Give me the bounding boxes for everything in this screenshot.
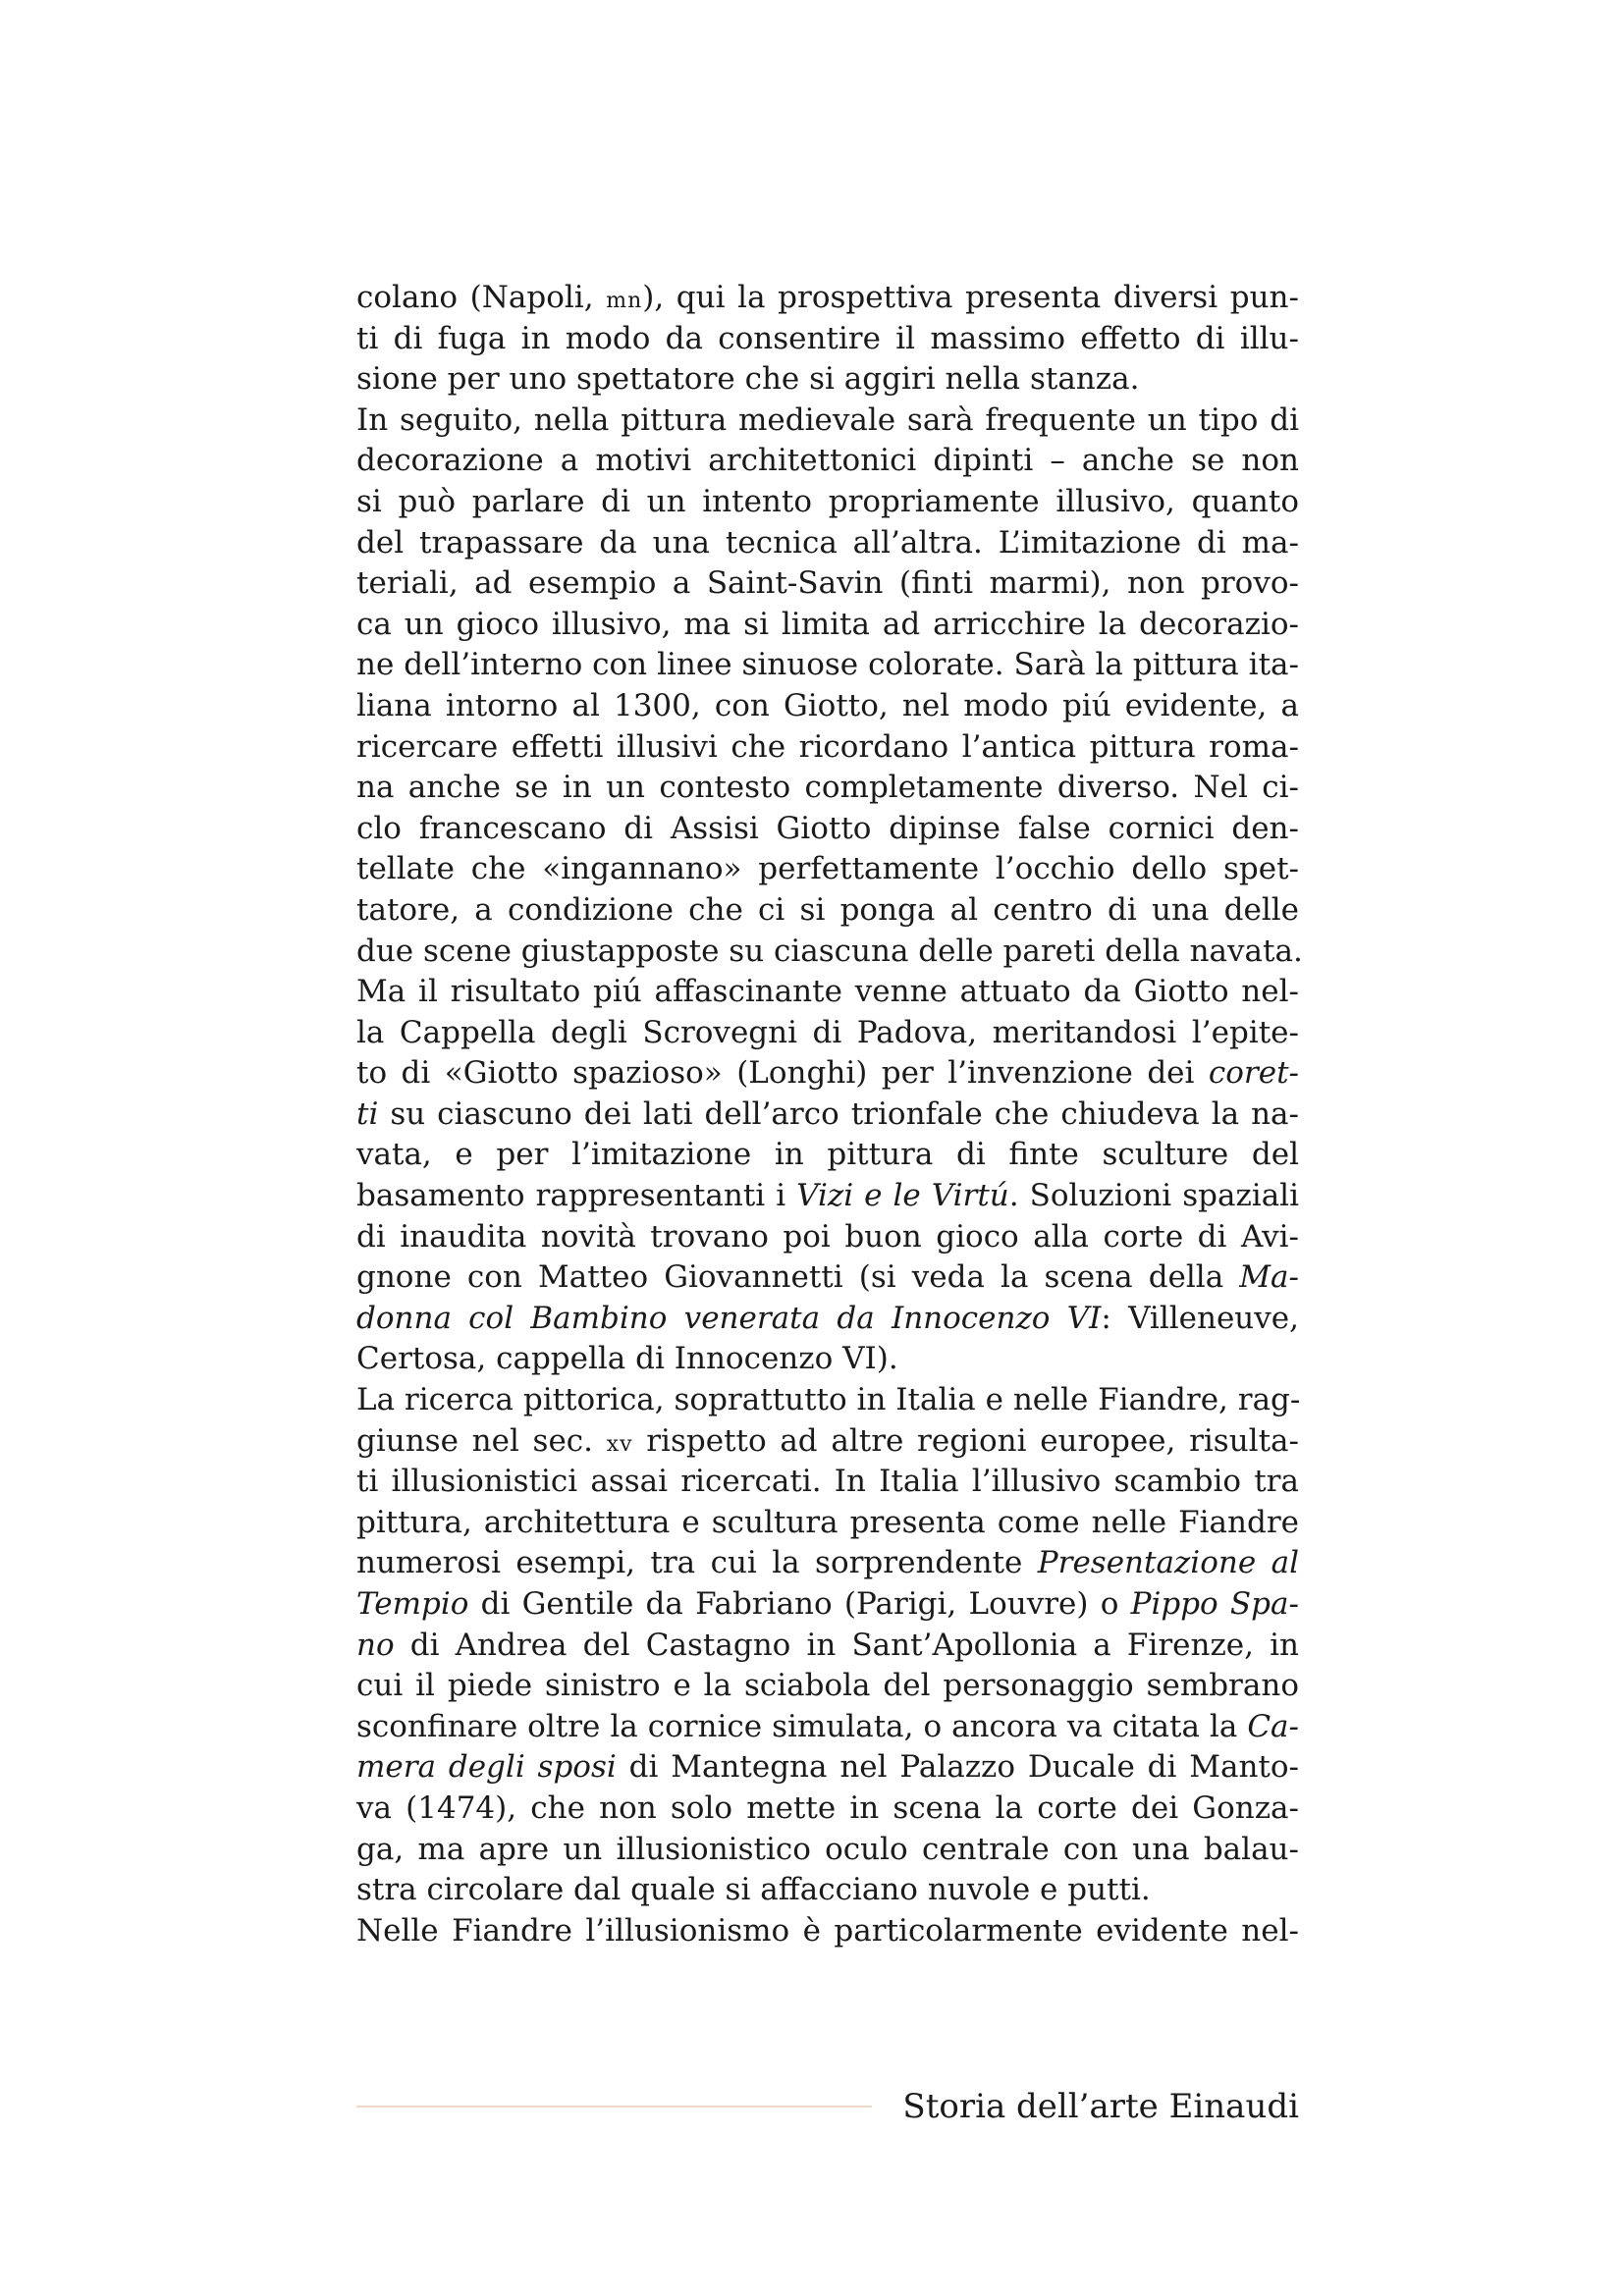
text-line xyxy=(356,890,1299,932)
text-line xyxy=(356,482,1299,523)
text-segment: la Cappella degli Scrovegni di Padova, meritandosi l’epite- xyxy=(356,1014,1299,1050)
text-segment: ricercare effetti illusivi che ricordano l’antica pittura roma- xyxy=(356,728,1299,765)
text-line xyxy=(356,768,1299,809)
small-caps-text: mn xyxy=(606,289,643,313)
text-line xyxy=(356,1870,1299,1911)
text-line xyxy=(356,727,1299,769)
text-segment: ti di fuga in modo da consentire il massimo effetto di illu- xyxy=(356,320,1299,356)
text-segment: Nelle Fiandre l’illusionismo è particolarmente evidente nel- xyxy=(356,1912,1299,1949)
text-segment: vata, e per l’imitazione in pittura di finte sculture del xyxy=(356,1137,1299,1173)
text-line xyxy=(356,686,1299,727)
text-line xyxy=(356,1462,1299,1503)
text-segment: ca un gioco illusivo, ma si limita ad arricchire la decorazio- xyxy=(356,606,1299,642)
text-line xyxy=(356,1095,1299,1136)
text-segment: del trapassare da una tecnica all’altra. L’imitazione di ma- xyxy=(356,524,1299,561)
italic-text: Tempio xyxy=(356,1586,469,1622)
text-line xyxy=(356,1747,1299,1789)
text-segment: sione per uno spettatore che si aggiri nella stanza. xyxy=(356,361,1140,398)
text-line xyxy=(356,1626,1299,1667)
text-segment: tatore, a condizione che ci si ponga al centro di una delle xyxy=(356,891,1299,928)
text-segment: to di «Giotto spazioso» (Longhi) per l’invenzione dei xyxy=(356,1055,1209,1092)
text-segment: ), qui la prospettiva presenta diversi pun- xyxy=(642,280,1299,315)
text-segment: liana intorno al 1300, con Giotto, nel modo piú evidente, a xyxy=(356,687,1299,723)
text-line xyxy=(356,972,1299,1013)
text-segment: Certosa, cappella di Innocenzo VI). xyxy=(356,1341,898,1377)
text-segment: ti illusionistici assai ricercati. In Italia l’illusivo scambio tra xyxy=(356,1464,1299,1500)
text-segment: colano (Napoli, xyxy=(356,280,607,315)
text-line xyxy=(356,809,1299,850)
text-line xyxy=(356,645,1299,686)
text-line xyxy=(356,319,1299,360)
text-line xyxy=(356,400,1299,442)
body-text xyxy=(356,278,1303,1951)
text-segment: giunse nel sec. xyxy=(356,1422,607,1459)
text-segment: sconfinare oltre la cornice simulata, o ancora va citata la xyxy=(356,1708,1248,1744)
page-footer xyxy=(356,2082,1299,2131)
text-line xyxy=(356,1666,1299,1707)
text-line xyxy=(356,1257,1299,1299)
footer-rule xyxy=(356,2106,872,2108)
text-line xyxy=(356,278,1299,319)
text-segment: di Gentile da Fabriano (Parigi, Louvre) o xyxy=(468,1586,1131,1622)
text-line xyxy=(356,1421,1299,1463)
text-line xyxy=(356,605,1299,646)
italic-text: Ma- xyxy=(1239,1259,1299,1296)
italic-text: Vizi e le Virtú xyxy=(796,1178,1009,1214)
text-segment: tellate che «ingannano» perfettamente l’occhio dello spet- xyxy=(356,851,1299,887)
text-segment: ga, ma apre un illusionistico oculo centrale con una balau- xyxy=(356,1831,1299,1867)
italic-text: Presentazione al xyxy=(1037,1545,1299,1581)
text-line xyxy=(356,1503,1299,1544)
text-line xyxy=(356,1543,1299,1584)
text-segment: clo francescano di Assisi Giotto dipinse false cornici den- xyxy=(356,810,1299,846)
italic-text: coret- xyxy=(1208,1055,1299,1092)
text-line xyxy=(356,932,1303,973)
text-line xyxy=(356,563,1299,605)
italic-text: donna col Bambino venerata da Innocenzo VI xyxy=(356,1300,1102,1336)
text-segment: cui il piede sinistro e la sciabola del personaggio sembrano xyxy=(356,1668,1299,1704)
text-line xyxy=(356,1789,1299,1830)
text-segment: ne dell’interno con linee sinuose colorate. Sarà la pittura ita- xyxy=(356,647,1299,683)
text-segment: gnone con Matteo Giovannetti (si veda la scena della xyxy=(356,1259,1240,1296)
text-segment: rispetto ad altre regioni europee, risulta- xyxy=(632,1422,1300,1459)
text-line xyxy=(356,1830,1299,1871)
italic-text: Ca- xyxy=(1247,1708,1299,1744)
text-line xyxy=(356,1135,1299,1176)
italic-text: Pippo Spa- xyxy=(1130,1586,1299,1622)
text-segment: na anche se in un contesto completamente diverso. Nel ci- xyxy=(356,770,1299,806)
text-segment: di Mantegna nel Palazzo Ducale di Manto- xyxy=(616,1749,1300,1786)
text-segment: teriali, ad esempio a Saint-Savin (finti marmi), non provo- xyxy=(356,565,1299,602)
text-segment: numerosi esempi, tra cui la sorprendente xyxy=(356,1545,1038,1581)
text-segment: decorazione a motivi architettonici dipinti – anche se non xyxy=(356,443,1299,479)
text-segment: Ma il risultato piú affascinante venne attuato da Giotto nel- xyxy=(356,974,1299,1010)
text-segment: va (1474), che non solo mette in scena la corte dei Gonza- xyxy=(356,1789,1299,1826)
italic-text: ti xyxy=(356,1095,379,1132)
text-line xyxy=(356,1053,1299,1095)
text-line xyxy=(356,1013,1299,1054)
text-segment: due scene giustapposte su ciascuna delle pareti della navata. xyxy=(356,933,1303,969)
text-line xyxy=(356,1380,1299,1421)
text-segment: . Soluzioni spaziali xyxy=(1008,1178,1300,1214)
text-segment: basamento rappresentanti i xyxy=(356,1178,797,1214)
text-line xyxy=(356,1217,1299,1258)
text-segment: su ciascuno dei lati dell’arco trionfale che chiudeva la na- xyxy=(378,1095,1299,1132)
text-line xyxy=(356,1339,1299,1380)
text-line xyxy=(356,1584,1299,1626)
small-caps-text: xv xyxy=(606,1431,633,1457)
text-segment: La ricerca pittorica, soprattutto in Italia e nelle Fiandre, rag- xyxy=(356,1382,1301,1418)
italic-text: no xyxy=(356,1627,395,1663)
text-segment: pittura, architettura e scultura presenta come nelle Fiandre xyxy=(356,1504,1299,1540)
footer-title: Storia dell’arte Einaudi xyxy=(902,2087,1299,2126)
text-line xyxy=(356,1299,1299,1340)
text-segment: di Andrea del Castagno in Sant’Apollonia a Firenze, in xyxy=(394,1627,1299,1663)
text-line xyxy=(356,1176,1299,1217)
text-segment: stra circolare dal quale si affacciano nuvole e putti. xyxy=(356,1872,1151,1908)
text-segment: : Villeneuve, xyxy=(1101,1300,1299,1336)
text-line xyxy=(356,523,1299,564)
text-segment: si può parlare di un intento propriamente illusivo, quanto xyxy=(356,483,1299,519)
text-line xyxy=(356,359,1299,400)
text-line xyxy=(356,1911,1299,1952)
text-line xyxy=(356,849,1299,890)
text-line xyxy=(356,1707,1299,1748)
italic-text: mera degli sposi xyxy=(356,1749,617,1786)
text-segment: In seguito, nella pittura medievale sarà frequente un tipo di xyxy=(356,401,1299,438)
text-segment: di inaudita novità trovano poi buon gioco alla corte di Avi- xyxy=(356,1218,1299,1255)
text-line xyxy=(356,441,1299,482)
